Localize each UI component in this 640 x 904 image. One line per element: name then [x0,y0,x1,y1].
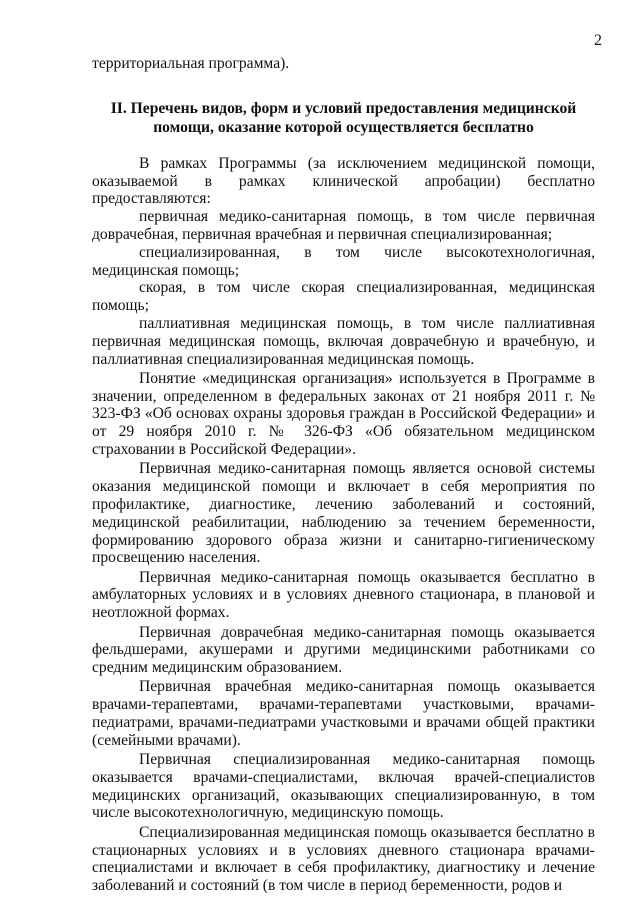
document-body [92,55,595,895]
paragraph: Специализированная медицинская помощь оказывается бесплатно в стационарных условиях и в условиях дневного стационара врачами-специалистами и включает в себя профилактику, диагностику и лечение заболеваний и состояний (в том числе в период беременности, родов и [92,823,595,895]
paragraph: Первичная специализированная медико-санитарная помощь оказывается врачами-специалистами, включая врачей-специалистов медицинских организаций, оказывающих специализированную, в том числе высокотехнологичную, медицинскую помощь. [92,751,595,822]
paragraph: Первичная медико-санитарная помощь оказывается бесплатно в амбулаторных условиях и в условиях дневного стационара, в плановой и неотложной формах. [92,568,595,622]
continuation-line: территориальная программа). [92,55,290,72]
paragraph: Первичная врачебная медико-санитарная помощь оказывается врачами-терапевтами, врачами-терапевтами участковыми, врачами-педиатрами, врачами-педиатрами участковыми и врачами общей практики (семейными врачами). [92,678,595,749]
paragraph: В рамках Программы (за исключением медицинской помощи, оказываемой в рамках клинической апробации) бесплатно предоставляются: [92,154,595,208]
list-item: паллиативная медицинская помощь, в том числе паллиативная первичная медицинская помощь, включая доврачебную и врачебную, и паллиативная специализированная медицинская помощь. [92,314,595,368]
paragraph: Первичная доврачебная медико-санитарная помощь оказывается фельдшерами, акушерами и другими медицинскими работниками со средним медицинским образованием. [92,623,595,677]
list-item: первичная медико-санитарная помощь, в том числе первичная доврачебная, первичная врачебная и первичная специализированная; [92,208,595,243]
list-item: специализированная, в том числе высокотехнологичная, медицинская помощь; [92,243,595,279]
section-heading: II. Перечень видов, форм и условий предоставления медицинской помощи, оказание которой осуществляется бесплатно [110,99,577,136]
paragraph: Понятие «медицинская организация» используется в Программе в значении, определенном в федеральных законах от 21 ноября 2011 г. № 323-ФЗ «Об основах охраны здоровья граждан в Российской Федерации» и от 29 ноября 2010 г. № 326-ФЗ «Об обязательном медицинском страховании в Российской Федерации». [92,369,595,459]
list-item: скорая, в том числе скорая специализированная, медицинская помощь; [92,279,595,315]
paragraph: Первичная медико-санитарная помощь является основой системы оказания медицинской помощи и включает в себя мероприятия по профилактике, диагностике, лечению заболеваний и состояний, медицинской реабилитации, наблюдению за течением беременности, формированию здорового образа жизни и санитарно-гигиеническому просвещению населения. [92,460,595,567]
page-number: 2 [594,32,602,49]
